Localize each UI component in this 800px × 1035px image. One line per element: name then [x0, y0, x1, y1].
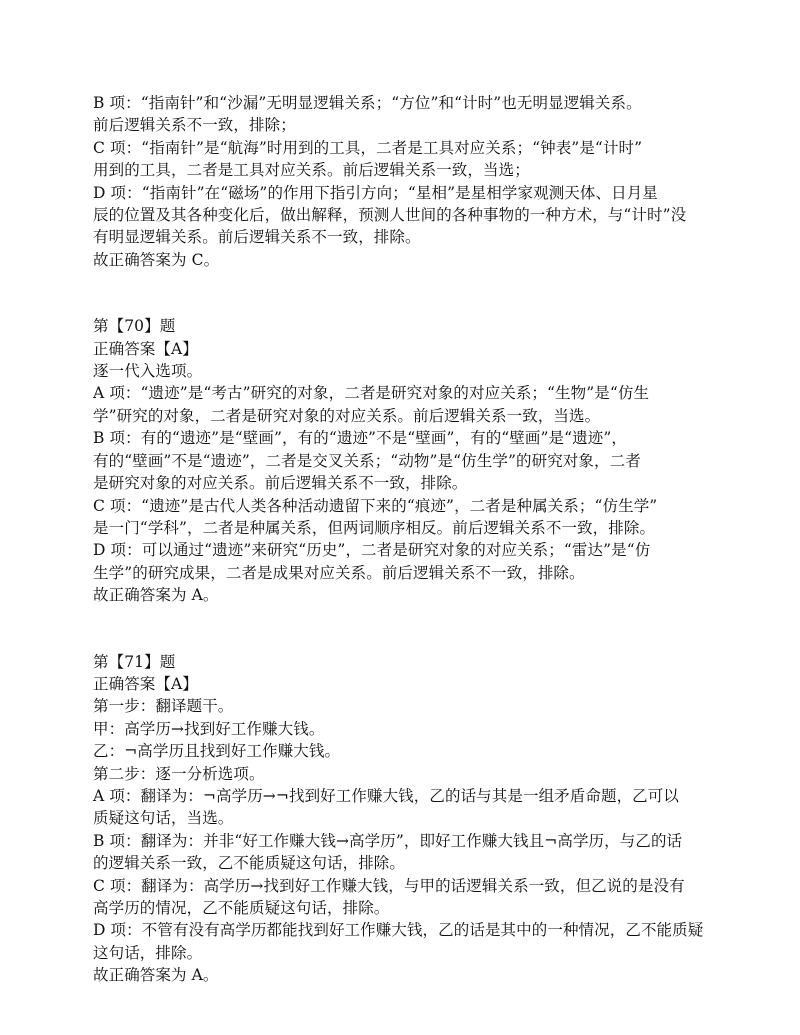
text-line: D 项：不管有没有高学历都能找到好工作赚大钱，乙的话是其中的一种情况，乙不能质疑: [93, 921, 704, 940]
text-line: 第一步：翻译题干。: [93, 697, 234, 716]
answer-section-69-tail: [93, 92, 718, 271]
question-number: 第【71】题: [93, 652, 176, 671]
text-line: C 项：“遗迹”是古代人类各种活动遗留下来的“痕迹”，二者是种属关系；“仿生学”: [93, 496, 658, 515]
text-line: D 项：“指南针”在“磁场”的作用下指引方向；“星相”是星相学家观测天体、日月星: [93, 183, 658, 202]
answer-conclusion: 故正确答案为 A。: [93, 966, 219, 985]
section-spacer: [93, 607, 718, 651]
correct-answer: 正确答案【A】: [93, 339, 198, 358]
text-line: A 项：“遗迹”是“考古”研究的对象，二者是研究对象的对应关系；“生物”是“仿生: [93, 384, 650, 403]
text-line: 是一门“学科”，二者是种属关系，但两词顺序相反。前后逻辑关系不一致，排除。: [93, 518, 656, 537]
text-line: B 项：“指南针”和“沙漏”无明显逻辑关系；“方位”和“计时”也无明显逻辑关系。: [93, 94, 642, 112]
section-spacer: [93, 271, 718, 315]
text-line: 是研究对象的对应关系。前后逻辑关系不一致，排除。: [93, 474, 468, 493]
text-line: A 项：翻译为：¬高学历→¬找到好工作赚大钱，乙的话与其是一组矛盾命题，乙可以: [93, 786, 679, 805]
text-line: 乙：¬高学历且找到好工作赚大钱。: [93, 742, 341, 761]
text-line: 第二步：逐一分析选项。: [93, 764, 265, 783]
text-line: C 项：“指南针”是“航海”时用到的工具，二者是工具对应关系；“钟表”是“计时”: [93, 138, 643, 157]
text-line: 辰的位置及其各种变化后，做出解释，预测人世间的各种事物的一种方术，与“计时”没: [93, 206, 687, 225]
text-line: 逐一代入选项。: [93, 362, 203, 381]
text-line: B 项：翻译为：并非“好工作赚大钱→高学历”，即好工作赚大钱且¬高学历，与乙的话: [93, 831, 683, 850]
question-number: 第【70】题: [93, 317, 176, 336]
answer-section-71: [93, 651, 718, 987]
answer-conclusion: 故正确答案为 C。: [93, 250, 220, 269]
answer-section-70: [93, 315, 718, 606]
text-line: 生学”的研究成果，二者是成果对应关系。前后逻辑关系不一致，排除。: [93, 563, 585, 582]
correct-answer: 正确答案【A】: [93, 674, 198, 693]
text-line: 高学历的情况，乙不能质疑这句话，排除。: [93, 899, 390, 917]
text-line: C 项：翻译为：高学历→找到好工作赚大钱，与甲的话逻辑关系一致，但乙说的是没有: [93, 876, 685, 895]
text-line: B 项：有的“遗迹”是“壁画”，有的“遗迹”不是“壁画”，有的“壁画”是“遗迹”，: [93, 429, 628, 448]
text-line: 有明显逻辑关系。前后逻辑关系不一致，排除。: [93, 228, 421, 247]
text-line: 甲：高学历→找到好工作赚大钱。: [93, 719, 325, 738]
text-line: 这句话，排除。: [93, 943, 203, 962]
text-line: 学”研究的对象，二者是研究对象的对应关系。前后逻辑关系一致，当选。: [93, 406, 601, 425]
text-line: 质疑这句话，当选。: [93, 809, 234, 828]
text-line: D 项：可以通过“遗迹”来研究“历史”，二者是研究对象的对应关系；“雷达”是“仿: [93, 541, 651, 560]
text-line: 前后逻辑关系不一致，排除；: [93, 116, 296, 135]
document-page: [93, 92, 718, 987]
text-line: 用到的工具，二者是工具对应关系。前后逻辑关系一致，当选；: [93, 161, 530, 180]
text-line: 有的“壁画”不是“遗迹”，二者是交叉关系；“动物”是“仿生学”的研究对象，二者: [93, 451, 641, 470]
answer-conclusion: 故正确答案为 A。: [93, 586, 219, 605]
text-line: 的逻辑关系一致，乙不能质疑这句话，排除。: [93, 854, 406, 873]
